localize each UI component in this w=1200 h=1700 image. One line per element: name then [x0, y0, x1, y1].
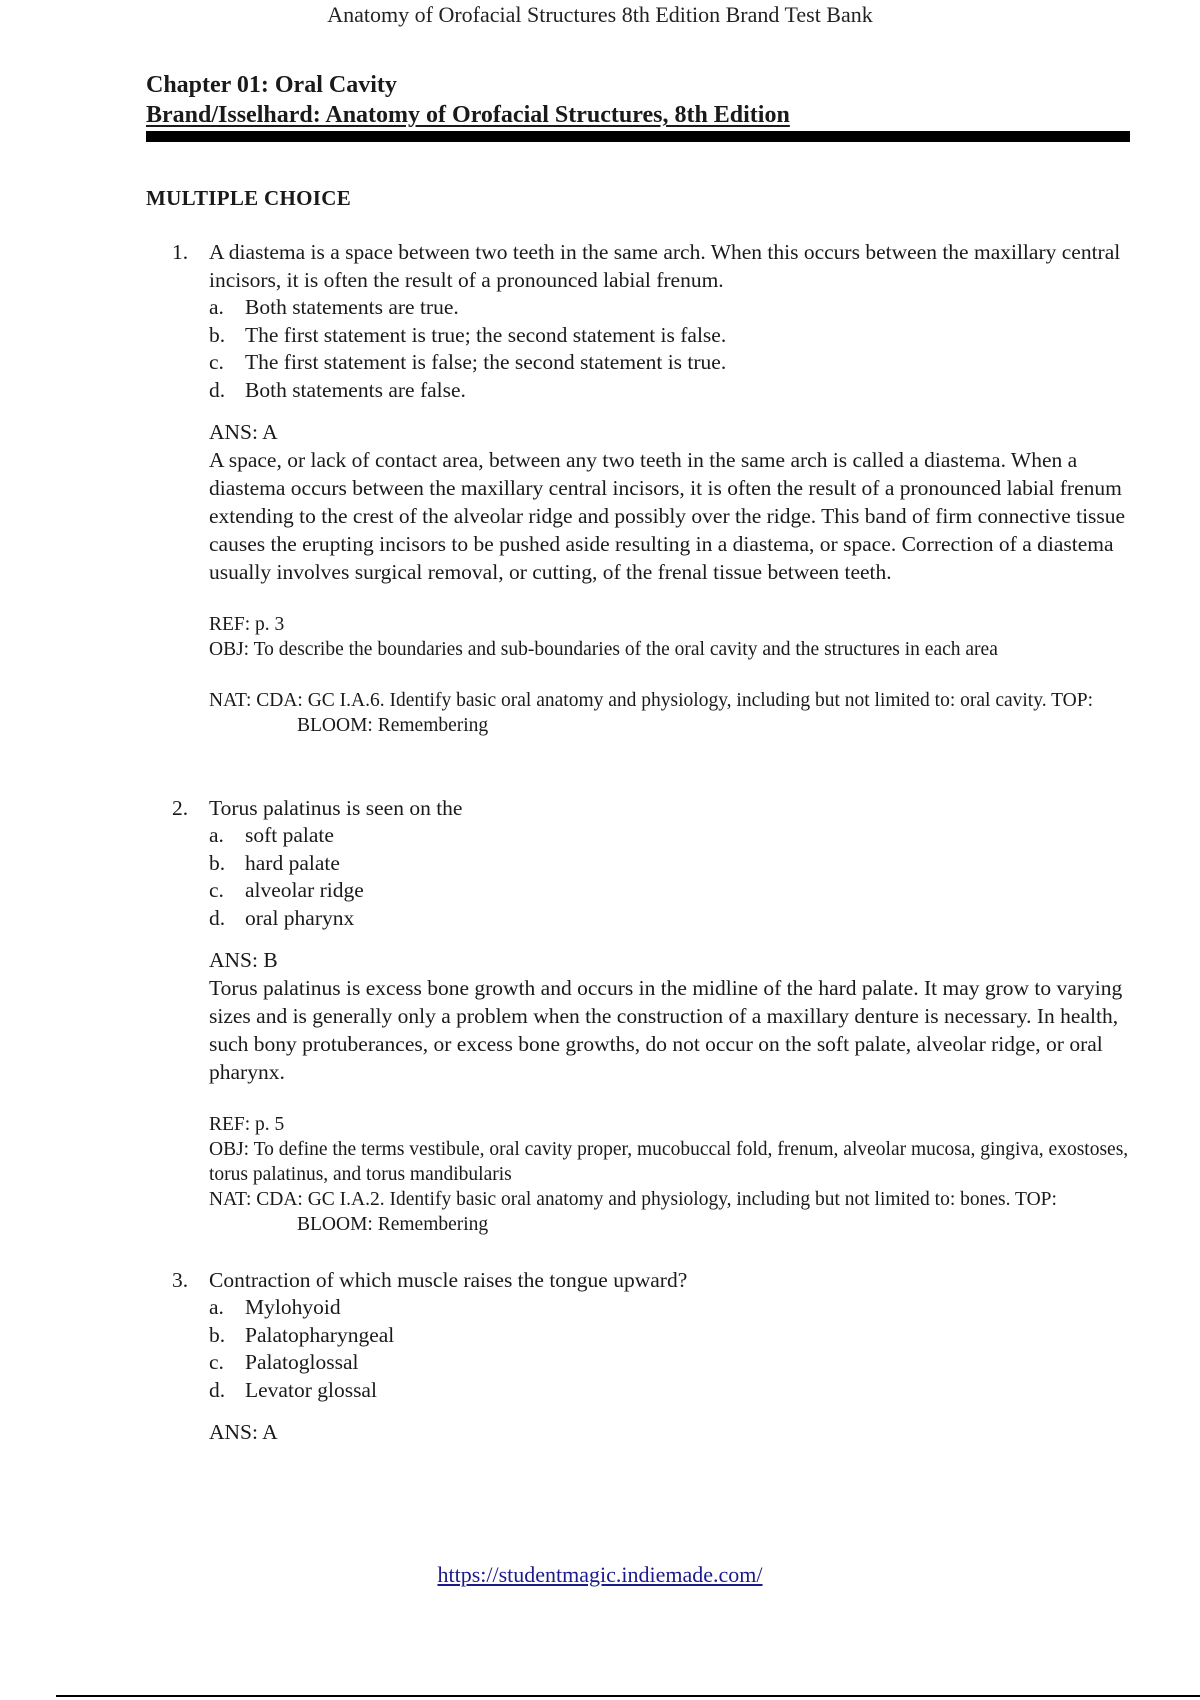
option-letter: a.	[209, 823, 224, 847]
bloom-level: BLOOM: Remembering	[297, 715, 489, 736]
answer-option	[209, 1377, 1129, 1405]
nat-block	[209, 688, 1129, 738]
chapter-title: Chapter 01: Oral Cavity	[146, 72, 397, 98]
option-letter: b.	[209, 322, 226, 347]
ref-line: REF: p. 3	[209, 614, 285, 635]
question-body	[209, 1266, 1129, 1446]
question-body	[209, 238, 1129, 738]
answer-option	[209, 822, 1129, 850]
option-text: Both statements are true.	[245, 295, 459, 319]
option-letter: d.	[209, 377, 226, 402]
question-metadata	[209, 612, 1129, 662]
question-text: Torus palatinus is seen on the	[209, 796, 463, 820]
answer-option	[209, 850, 1129, 878]
option-text: soft palate	[245, 823, 334, 847]
answer-option	[209, 877, 1129, 905]
nat-line: NAT: CDA: GC I.A.2. Identify basic oral anatomy and physiology, including but not limited to: bones. TOP:	[209, 1189, 1057, 1210]
section-heading: MULTIPLE CHOICE	[146, 186, 352, 210]
option-text: Palatoglossal	[245, 1350, 359, 1374]
answer-rationale: A space, or lack of contact area, between any two teeth in the same arch is called a diastema. When a diastema occurs between the maxillary central incisors, it is often the result of a pronounced labial frenum extending to the crest of the alveolar ridge and possibly over the ridge. This band of firm connective tissue causes the erupting incisors to be pushed aside resulting in a diastema, or space. Correction of a diastema usually involves surgical removal, or cutting, of the frenal tissue between teeth.	[209, 448, 1126, 584]
bloom-level: BLOOM: Remembering	[297, 1214, 489, 1235]
option-text: Both statements are false.	[245, 377, 466, 402]
bottom-rule	[56, 1695, 1200, 1697]
option-letter: c.	[209, 878, 224, 902]
option-text: alveolar ridge	[245, 878, 364, 902]
obj-line: OBJ: To describe the boundaries and sub-boundaries of the oral cavity and the structures in each area	[209, 639, 998, 660]
footer-link[interactable]: https://studentmagic.indiemade.com/	[437, 1562, 763, 1587]
nat-block	[209, 1187, 1129, 1237]
answer-option	[209, 905, 1129, 933]
question-number: 1.	[172, 240, 189, 264]
answer-option	[209, 377, 1129, 405]
option-text: oral pharynx	[245, 905, 355, 930]
option-text: hard palate	[245, 850, 340, 875]
answer-option	[209, 294, 1129, 322]
title-rule	[146, 131, 1130, 142]
option-letter: d.	[209, 1377, 226, 1402]
answer-option	[209, 1294, 1129, 1322]
option-text: The first statement is false; the second statement is true.	[245, 350, 727, 374]
nat-line: NAT: CDA: GC I.A.6. Identify basic oral anatomy and physiology, including but not limited to: oral cavity. TOP:	[209, 690, 1094, 711]
answer-options	[209, 294, 1129, 404]
option-letter: a.	[209, 295, 224, 319]
obj-line: OBJ: To define the terms vestibule, oral cavity proper, mucobuccal fold, frenum, alveolar mucosa, gingiva, exostoses, torus palatinus, and torus mandibularis	[209, 1139, 1129, 1185]
question-text: Contraction of which muscle raises the tongue upward?	[209, 1268, 688, 1292]
answer-option	[209, 1349, 1129, 1377]
ref-line: REF: p. 5	[209, 1114, 285, 1135]
answer-option	[209, 322, 1129, 350]
option-text: Palatopharyngeal	[245, 1322, 395, 1347]
option-letter: c.	[209, 1350, 224, 1374]
book-title: Brand/Isselhard: Anatomy of Orofacial Structures, 8th Edition	[146, 102, 790, 128]
answer-options	[209, 1294, 1129, 1404]
option-letter: d.	[209, 905, 226, 930]
option-letter: c.	[209, 350, 224, 374]
option-text: Levator glossal	[245, 1377, 377, 1402]
answer-key: ANS: A	[209, 420, 278, 444]
answer-rationale: Torus palatinus is excess bone growth and occurs in the midline of the hard palate. It may grow to varying sizes and is generally only a problem when the construction of a maxillary denture is necessary. In health, such bony protuberances, or excess bone growths, do not occur on the soft palate, alveolar ridge, or oral pharynx.	[209, 976, 1123, 1084]
option-text: Mylohyoid	[245, 1295, 341, 1319]
option-letter: a.	[209, 1295, 224, 1319]
option-text: The first statement is true; the second statement is false.	[245, 322, 727, 347]
answer-key: ANS: B	[209, 948, 278, 972]
answer-option	[209, 1322, 1129, 1350]
question-metadata	[209, 1112, 1129, 1237]
option-letter: b.	[209, 1322, 226, 1347]
chapter-heading	[146, 70, 1130, 130]
running-header: Anatomy of Orofacial Structures 8th Edition Brand Test Bank	[327, 2, 873, 27]
answer-options	[209, 822, 1129, 932]
answer-key: ANS: A	[209, 1420, 278, 1444]
question-body	[209, 794, 1129, 1237]
question-text: A diastema is a space between two teeth in the same arch. When this occurs between the maxillary central incisors, it is often the result of a pronounced labial frenum.	[209, 240, 1121, 292]
question-number: 3.	[172, 1268, 189, 1292]
option-letter: b.	[209, 850, 226, 875]
answer-option	[209, 349, 1129, 377]
question-number: 2.	[172, 796, 189, 820]
